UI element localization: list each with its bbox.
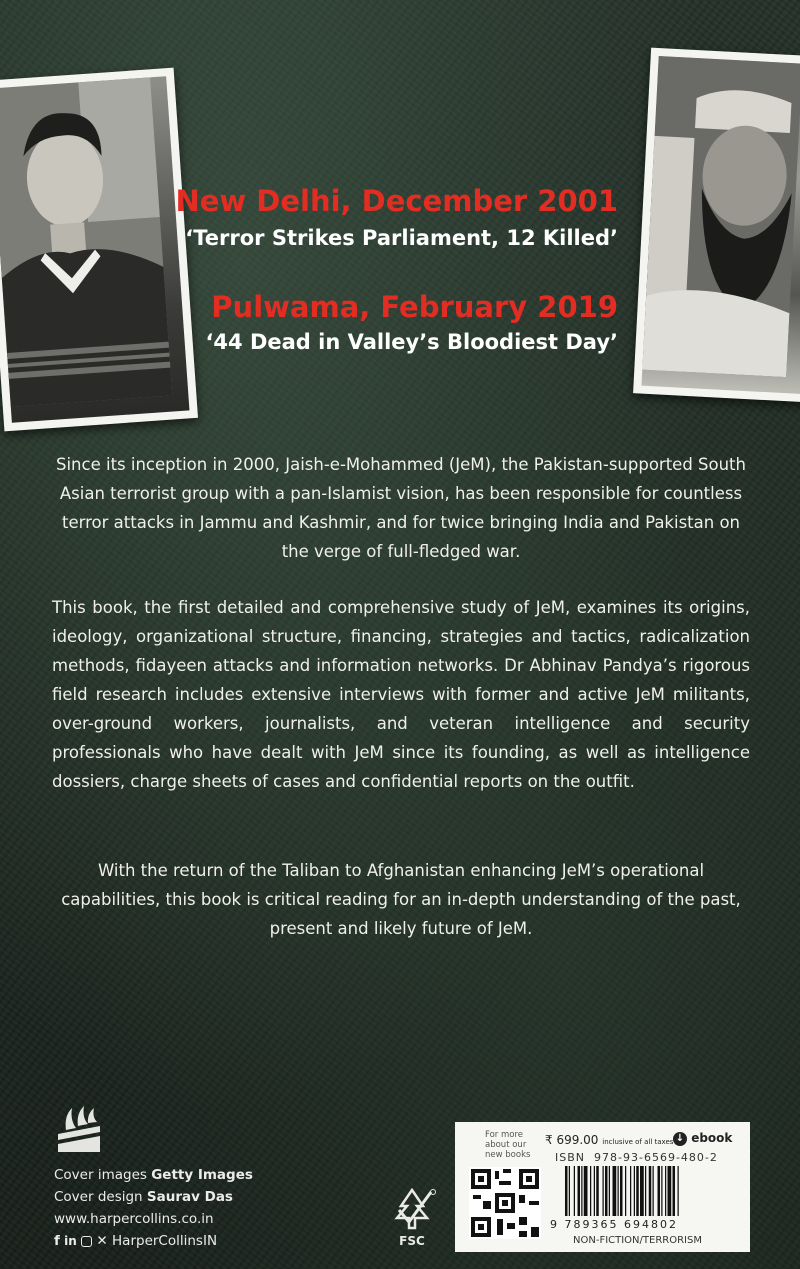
barcode-bar xyxy=(636,1166,639,1216)
portrait-illustration-right xyxy=(642,56,800,377)
barcode-bar xyxy=(678,1166,679,1216)
barcode-bar xyxy=(645,1166,646,1216)
credits-block xyxy=(54,1164,253,1252)
isbn-line xyxy=(555,1151,718,1164)
barcode-bar xyxy=(596,1166,599,1216)
blurb-paragraph-2: This book, the first detailed and comprehensive study of JeM, examines its origins, ideology, organizational structure, financing, strategies and tactics, radicalization methods, fidayeen attacks and information networks. Dr Abhinav Pandya’s rigorous field research includes extensive interviews with former and active JeM militants, over-ground workers, journalists, and veteran intelligence and security professionals who have dealt with JeM since its founding, as well as intelligence dossiers, charge sheets of cases and confidential reports on the outfit. xyxy=(52,598,750,791)
fsc-label: FSC xyxy=(399,1234,425,1248)
linkedin-icon[interactable]: in xyxy=(64,1234,77,1248)
instagram-icon[interactable] xyxy=(81,1236,92,1247)
headline-text-2: ‘44 Dead in Valley’s Bloodiest Day’ xyxy=(205,330,618,354)
barcode-bar xyxy=(634,1166,635,1216)
price-line xyxy=(545,1133,673,1147)
social-handle: HarperCollinsIN xyxy=(112,1233,218,1249)
publisher-website[interactable]: www.harpercollins.co.in xyxy=(54,1211,214,1227)
publisher-logo-icon xyxy=(56,1104,102,1154)
barcode-bar xyxy=(581,1166,582,1216)
barcode-bar xyxy=(620,1166,623,1216)
barcode-bar xyxy=(665,1166,666,1216)
barcode-bar xyxy=(603,1166,604,1216)
barcode-bar xyxy=(630,1166,631,1216)
headline-place-1: New Delhi, December 2001 xyxy=(175,184,618,218)
barcode-bars xyxy=(563,1166,741,1216)
barcode-bar xyxy=(578,1166,581,1216)
headline-place-2: Pulwama, February 2019 xyxy=(211,290,618,324)
barcode-bar xyxy=(574,1166,575,1216)
blurb-paragraph-3: With the return of the Taliban to Afghanistan enhancing JeM’s operational capabilities, this book is critical reading for an in-depth understanding of the past, present and likely future of JeM. xyxy=(61,861,741,938)
cover-images-value: Getty Images xyxy=(151,1167,253,1183)
price-value: ₹ 699.00 xyxy=(545,1133,599,1147)
cover-design-credit xyxy=(54,1186,253,1208)
barcode-bar xyxy=(618,1166,619,1216)
cover-design-value: Saurav Das xyxy=(146,1189,233,1205)
ebook-badge xyxy=(673,1131,732,1146)
cover-images-label: Cover images xyxy=(54,1167,147,1183)
barcode-bar xyxy=(653,1166,654,1216)
barcode-bar xyxy=(609,1166,610,1216)
barcode-bar xyxy=(590,1166,591,1216)
price-note: inclusive of all taxes xyxy=(602,1138,674,1146)
barcode-bar xyxy=(661,1166,662,1216)
barcode-price-box xyxy=(455,1122,750,1252)
headline-text-1: ‘Terror Strikes Parliament, 12 Killed’ xyxy=(185,226,618,250)
qr-code-icon[interactable] xyxy=(469,1167,541,1239)
barcode-digits: 9 789365 694802 xyxy=(550,1218,678,1231)
fsc-tree-check-icon xyxy=(387,1186,437,1232)
barcode-bar xyxy=(613,1166,617,1216)
barcode-bar xyxy=(594,1166,595,1216)
barcode-bar xyxy=(668,1166,672,1216)
isbn-number: 978-93-6569-480-2 xyxy=(594,1151,718,1164)
cover-images-credit xyxy=(54,1164,253,1186)
barcode-bar xyxy=(640,1166,644,1216)
photo-man-right xyxy=(633,48,800,403)
barcode-bar xyxy=(565,1166,568,1216)
barcode-bar xyxy=(584,1166,588,1216)
blurb-paragraph-1: Since its inception in 2000, Jaish-e-Mohammed (JeM), the Pakistan-supported South Asian terrorist group with a pan-Islamist vision, has been responsible for countless terror attacks in Jammu and Kashmir, and for twice bringing India and Pakistan on the verge of full-fledged war. xyxy=(56,455,746,561)
fsc-logo xyxy=(384,1186,440,1248)
isbn-label: ISBN xyxy=(555,1151,586,1164)
facebook-icon[interactable]: f xyxy=(54,1233,60,1249)
barcode-bar xyxy=(673,1166,676,1216)
barcode-bar xyxy=(569,1166,570,1216)
ebook-label: ebook xyxy=(691,1131,733,1145)
photo-right-image xyxy=(641,56,800,394)
barcode-bar xyxy=(605,1166,608,1216)
download-icon: ↓ xyxy=(673,1132,687,1146)
barcode-bar xyxy=(658,1166,661,1216)
portrait-illustration-left xyxy=(0,77,172,407)
barcode-bar xyxy=(625,1166,626,1216)
x-twitter-icon[interactable]: ✕ xyxy=(96,1233,108,1249)
social-row xyxy=(54,1230,253,1252)
barcode-bar xyxy=(649,1166,652,1216)
genre-category: NON-FICTION/TERRORISM xyxy=(573,1235,702,1246)
photo-left-image xyxy=(0,76,189,423)
photo-man-left xyxy=(0,68,198,432)
more-books-text: For more about our new books xyxy=(485,1130,531,1160)
cover-design-label: Cover design xyxy=(54,1189,143,1205)
